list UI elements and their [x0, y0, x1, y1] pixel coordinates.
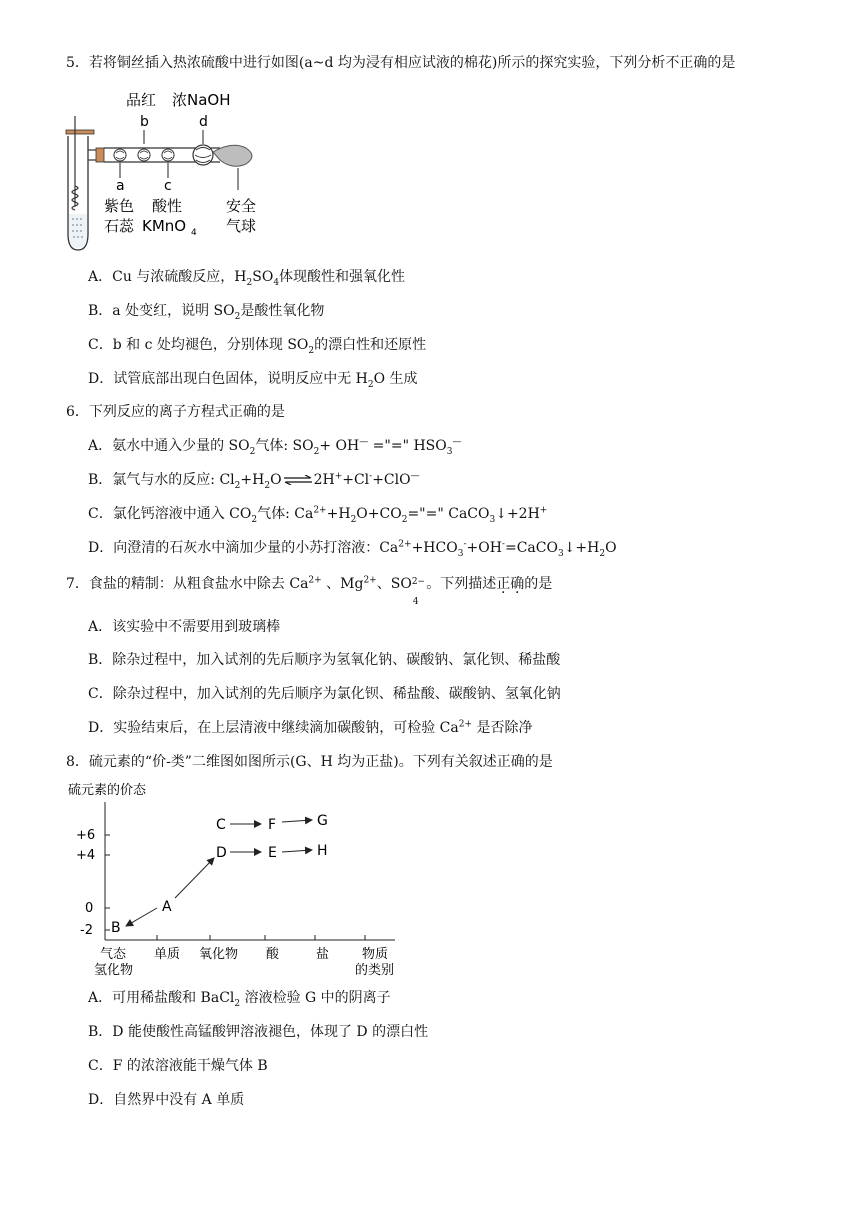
q5-option-a[interactable]: A．Cu 与浓硫酸反应，$H_2SO_4$体现酸性和强氧化性: [88, 269, 406, 288]
q6-option-d[interactable]: D．向澄清的石灰水中滴加少量的小苏打溶液：$Ca^{2+}+HCO_3^-+OH^-=CaCO_3↓+H_2O$: [88, 539, 617, 559]
q7-stem: 7．食盐的精制：从粗食盐水中除去 $Ca^{2+}$ 、$Mg^{2+}$、SO 2− 4 。下列描述正确的是: [66, 575, 553, 607]
q6-option-a[interactable]: A．氨水中通入少量的 $SO_2$气体: $SO_2+ OH^—$ ="=" $HSO_3^—$: [88, 437, 462, 457]
label-pinhong: 品红: [126, 91, 157, 109]
label-naoh: 浓NaOH: [172, 91, 231, 109]
q6-option-b[interactable]: B．氯气与水的反应: $Cl_2+H_2O$ 2H++Cl-+ClO—: [88, 471, 420, 491]
q8-stem: 8．硫元素的“价-类”二维图如图所示(G、H 均为正盐)。下列有关叙述正确的是: [66, 754, 553, 770]
equilibrium-arrow-icon: [283, 475, 313, 485]
q5-stem: 5．若将铜丝插入热浓硫酸中进行如图(a~d 均为浸有相应试液的棉花)所示的探究实验，下列分析不正确的是: [66, 55, 736, 71]
label-c: c: [164, 178, 172, 194]
point-e: E: [268, 845, 277, 861]
y-tick-plus4: +4: [76, 848, 96, 863]
y-axis-title: 硫元素的价态: [68, 783, 147, 798]
q6-option-c[interactable]: C．氯化钙溶液中通入 $CO_2$气体: $Ca^{2+}+H_2O+CO_2="=$" CaCO$_3$↓+2H+: [88, 505, 548, 525]
label-kmno4-sub: 4: [191, 228, 197, 238]
label-zise: 紫色: [104, 197, 135, 215]
x-tick-gaseous: 气态: [100, 947, 127, 962]
label-kmno4: KMnO: [142, 217, 187, 235]
label-d: d: [199, 114, 208, 130]
q7-option-a[interactable]: A．该实验中不需要用到玻璃棒: [88, 619, 281, 635]
point-c: C: [216, 817, 226, 833]
point-b: B: [111, 920, 121, 936]
x-tick-category: 的类别: [355, 963, 395, 978]
q8-option-a[interactable]: A．可用稀盐酸和 BaCl$_2$ 溶液检验 G 中的阴离子: [88, 990, 391, 1009]
q6-stem: 6．下列反应的离子方程式正确的是: [66, 404, 285, 420]
label-b: b: [140, 114, 149, 130]
point-g: G: [317, 813, 328, 829]
q8-option-b[interactable]: B．D 能使酸性高锰酸钾溶液褪色，体现了 D 的漂白性: [88, 1024, 429, 1040]
label-suanxing: 酸性: [152, 197, 183, 215]
q5-apparatus-figure: [60, 86, 280, 256]
x-tick-oxide: 氧化物: [199, 947, 239, 962]
q7-option-c[interactable]: C．除杂过程中，加入试剂的先后顺序为氯化钡、稀盐酸、碳酸钠、氢氧化钠: [88, 686, 561, 702]
y-tick-0: 0: [85, 901, 94, 916]
y-tick-plus6: +6: [76, 828, 96, 843]
point-f: F: [268, 817, 277, 833]
label-a: a: [116, 178, 125, 194]
label-anquan: 安全: [226, 197, 257, 215]
q7-option-d[interactable]: D．实验结束后，在上层清液中继续滴加碳酸钠，可检验 $Ca^{2+}$ 是否除净: [88, 719, 533, 736]
x-tick-salt: 盐: [316, 947, 330, 962]
q8-option-c[interactable]: C．F 的浓溶液能干燥气体 B: [88, 1058, 268, 1074]
q5-option-b[interactable]: B．a 处变红，说明 $SO_2$是酸性氧化物: [88, 303, 325, 322]
point-a: A: [162, 899, 172, 915]
point-h: H: [317, 843, 328, 859]
q8-option-d[interactable]: D．自然界中没有 A 单质: [88, 1092, 245, 1108]
q7-option-b[interactable]: B．除杂过程中，加入试剂的先后顺序为氢氧化钠、碳酸钠、氯化钡、稀盐酸: [88, 652, 561, 668]
q5-option-c[interactable]: C．b 和 c 处均褪色，分别体现 $SO_2$的漂白性和还原性: [88, 337, 427, 356]
point-d: D: [216, 845, 227, 861]
y-tick-minus2: -2: [80, 923, 93, 938]
q5-option-d[interactable]: D．试管底部出现白色固体，说明反应中无 $H_2O$ 生成: [88, 371, 418, 390]
label-qiqiu: 气球: [226, 217, 257, 235]
x-tick-element: 单质: [154, 947, 181, 962]
label-shirui: 石蕊: [104, 217, 135, 235]
x-tick-acid: 酸: [266, 947, 280, 962]
x-tick-hydride: 氢化物: [94, 963, 134, 978]
sulfur-valence-class-chart: [60, 780, 420, 980]
x-tick-substance: 物质: [362, 947, 389, 962]
